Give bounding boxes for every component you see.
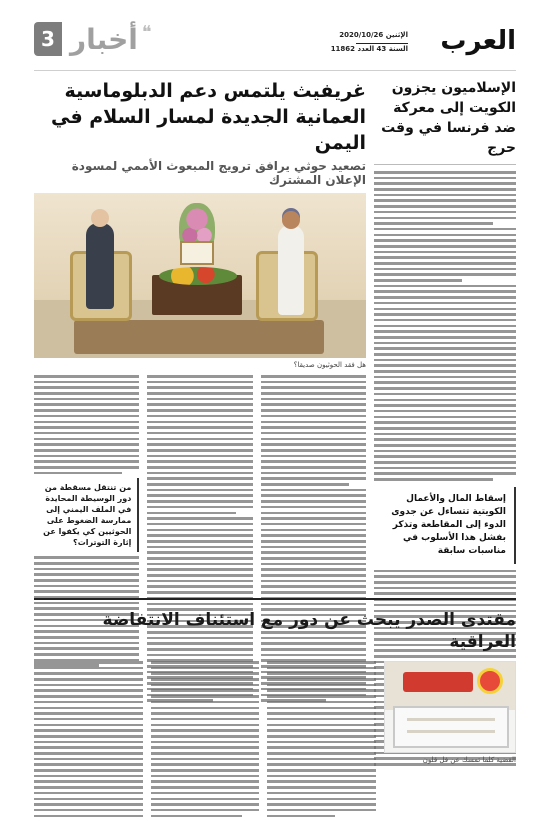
bottom-photo-caption: القضية كلما تمسك عن فل قلون [422, 756, 516, 764]
pull-quote-text: إسقاط المال والأعمال الكويتية تتساءل عن جدوى الدوء إلى المقاطعة وتذكر بفشل هذا الأسلوب في مناسبات سابقة [391, 493, 506, 556]
section-tag [34, 22, 152, 56]
bottom-story-photo [384, 661, 516, 753]
right-story-headline: الإسلاميون يجزون الكويت إلى معركة ضد فرنسا في وقت حرج [381, 80, 516, 156]
issue-number: السنة 43 العدد 11862 [330, 45, 408, 53]
main-photo-caption: هل فقد الحوثيون صديقا؟ [293, 361, 366, 369]
person-right [278, 225, 304, 315]
person-left [86, 223, 114, 309]
issue-info [331, 30, 408, 55]
bottom-story-body [34, 661, 516, 817]
bottom-story-col-3 [34, 661, 143, 817]
main-story-photo [34, 193, 366, 358]
right-story-pull-quote [374, 487, 516, 564]
main-story-subheadline: تصعيد حوثي يرافق ترويج المبعوث الأممي لمسودة الإعلان المشترك [71, 159, 366, 187]
bottom-story [34, 598, 516, 817]
section-number: 3 [34, 22, 62, 56]
side-box-text: من تنتقل مسقطة من دور الوسيطة المحايدة في الملف اليمني إلى ممارسة الضغوط على الحوثيين كي يكفوا عن إثارة التوترات؟ [43, 483, 132, 548]
masthead-divider [34, 70, 516, 71]
picture-frame [180, 241, 214, 265]
bottom-story-divider [34, 598, 516, 600]
newspaper-logo: العرب [440, 26, 516, 56]
right-story-body-top [374, 171, 516, 481]
main-story-headline: غريفيث يلتمس دعم الدبلوماسية العمانية الجديدة لمسار السلام في اليمن [50, 80, 366, 154]
brand-mascot-icon [477, 668, 503, 694]
flower-arrangement [159, 267, 237, 285]
bottom-story-col-1 [267, 661, 376, 817]
right-story-divider [374, 164, 516, 165]
bottom-story-photo-col [384, 661, 516, 817]
issue-date: الإثنين 2020/10/26 [339, 31, 408, 39]
masthead [34, 22, 516, 68]
section-name: أخبار [70, 22, 138, 56]
main-story-side-box [34, 478, 139, 552]
quote-mark-icon: ❝ [141, 21, 152, 43]
bottom-story-headline: مقتدى الصدر يبحث عن دور مع استئناف الانتفاضة العراقية [102, 610, 516, 652]
bottom-story-col-2 [151, 661, 260, 817]
